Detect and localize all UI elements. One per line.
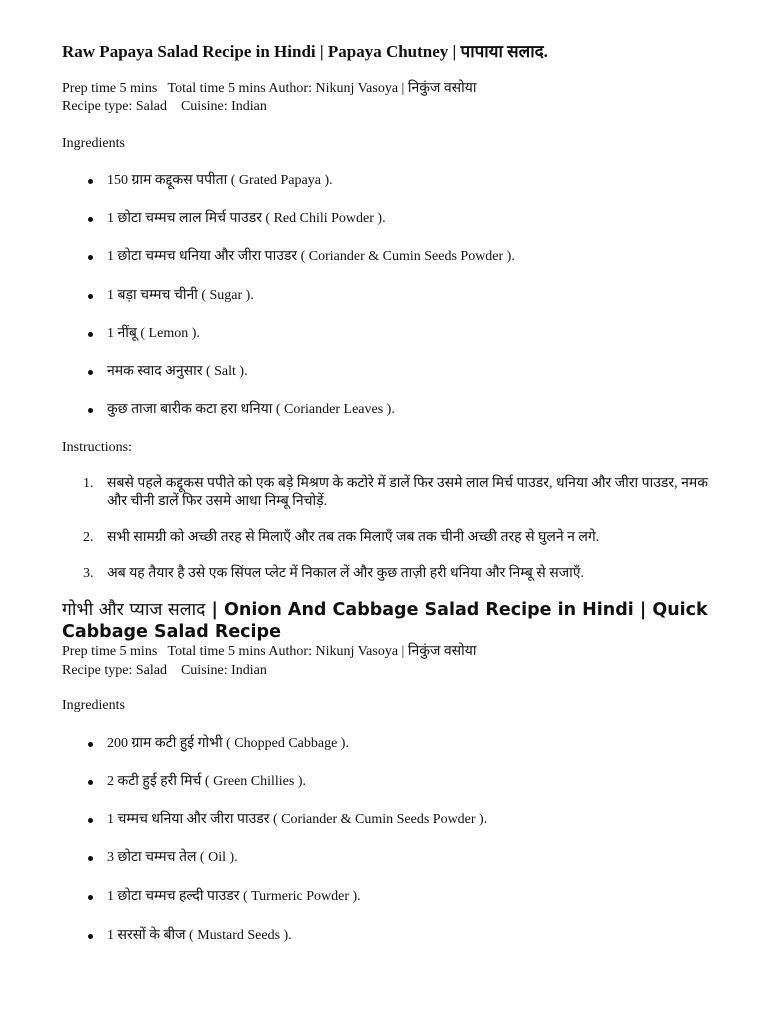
- recipe-1-instructions-heading: Instructions:: [62, 440, 132, 455]
- ingredient-text: 1 सरसों के बीज ( Mustard Seeds ).: [107, 928, 292, 943]
- bullet-icon: [88, 818, 93, 823]
- bullet-icon: [88, 294, 93, 299]
- bullet-icon: [88, 895, 93, 900]
- bullet-icon: [88, 934, 93, 939]
- ingredient-text: नमक स्वाद अनुसार ( Salt ).: [107, 364, 248, 379]
- bullet-icon: [88, 255, 93, 260]
- bullet-icon: [88, 217, 93, 222]
- bullet-icon: [88, 179, 93, 184]
- step-number: 2.: [83, 530, 94, 545]
- bullet-icon: [88, 742, 93, 747]
- ingredient-text: 1 छोटा चम्मच हल्दी पाउडर ( Turmeric Powder ).: [107, 889, 361, 904]
- bullet-icon: [88, 408, 93, 413]
- step-number: 3.: [83, 566, 94, 581]
- bullet-icon: [88, 370, 93, 375]
- step-number: 1.: [83, 476, 94, 491]
- recipe-2-title-hindi: गोभी और प्याज सलाद: [62, 600, 206, 620]
- instruction-text: सभी सामग्री को अच्छी तरह से मिलाएँ और तब तक मिलाएँ जब तक चीनी अच्छी तरह से घुलने न लगे.: [107, 530, 600, 545]
- recipe-1-ingredients-heading: Ingredients: [62, 136, 125, 151]
- recipe-2-meta-times-author: Prep time 5 mins Total time 5 mins Author: Nikunj Vasoya | निकुंज वसोया: [62, 644, 477, 659]
- ingredient-text: 1 चम्मच धनिया और जीरा पाउडर ( Coriander & Cumin Seeds Powder ).: [107, 812, 488, 827]
- ingredient-text: 1 छोटा चम्मच धनिया और जीरा पाउडर ( Coriander & Cumin Seeds Powder ).: [107, 249, 515, 264]
- recipe-1-meta-times-author: Prep time 5 mins Total time 5 mins Author: Nikunj Vasoya | निकुंज वसोया: [62, 81, 477, 96]
- ingredient-text: 150 ग्राम कद्दूकस पपीता ( Grated Papaya ).: [107, 173, 333, 188]
- bullet-icon: [88, 332, 93, 337]
- recipe-1-title: Raw Papaya Salad Recipe in Hindi | Papaya Chutney | पापाया सलाद.: [62, 42, 548, 61]
- ingredient-text: 3 छोटा चम्मच तेल ( Oil ).: [107, 850, 238, 865]
- instruction-text: सबसे पहले कद्दूकस पपीते को एक बड़े मिश्रण के कटोरे में डालें फिर उसमे लाल मिर्च पाउडर, धनिया और जीरा पाउडर, नमक और चीनी डालें फिर उसमे आधा निम्बू निचोड़ें.: [107, 476, 708, 509]
- recipe-2-title: [62, 599, 752, 643]
- ingredient-text: 1 बड़ा चम्मच चीनी ( Sugar ).: [107, 288, 254, 303]
- bullet-icon: [88, 780, 93, 785]
- ingredient-text: 2 कटी हुई हरी मिर्च ( Green Chillies ).: [107, 774, 306, 789]
- ingredient-text: 1 नींबू ( Lemon ).: [107, 326, 200, 341]
- instruction-text: अब यह तैयार है उसे एक सिंपल प्लेट में निकाल लें और कुछ ताज़ी हरी धनिया और निम्बू से सजाएँ.: [107, 566, 584, 581]
- recipe-1-meta-type-cuisine: Recipe type: Salad Cuisine: Indian: [62, 99, 267, 114]
- recipe-2-ingredients-heading: Ingredients: [62, 698, 125, 713]
- recipe-2-meta-type-cuisine: Recipe type: Salad Cuisine: Indian: [62, 663, 267, 678]
- ingredient-text: कुछ ताजा बारीक कटा हरा धनिया ( Coriander Leaves ).: [107, 402, 395, 417]
- recipe-2-title-english: | Onion And Cabbage Salad Recipe in Hindi | Quick Cabbage Salad Recipe: [62, 600, 708, 642]
- bullet-icon: [88, 856, 93, 861]
- ingredient-text: 1 छोटा चम्मच लाल मिर्च पाउडर ( Red Chili Powder ).: [107, 211, 386, 226]
- ingredient-text: 200 ग्राम कटी हुई गोभी ( Chopped Cabbage ).: [107, 736, 349, 751]
